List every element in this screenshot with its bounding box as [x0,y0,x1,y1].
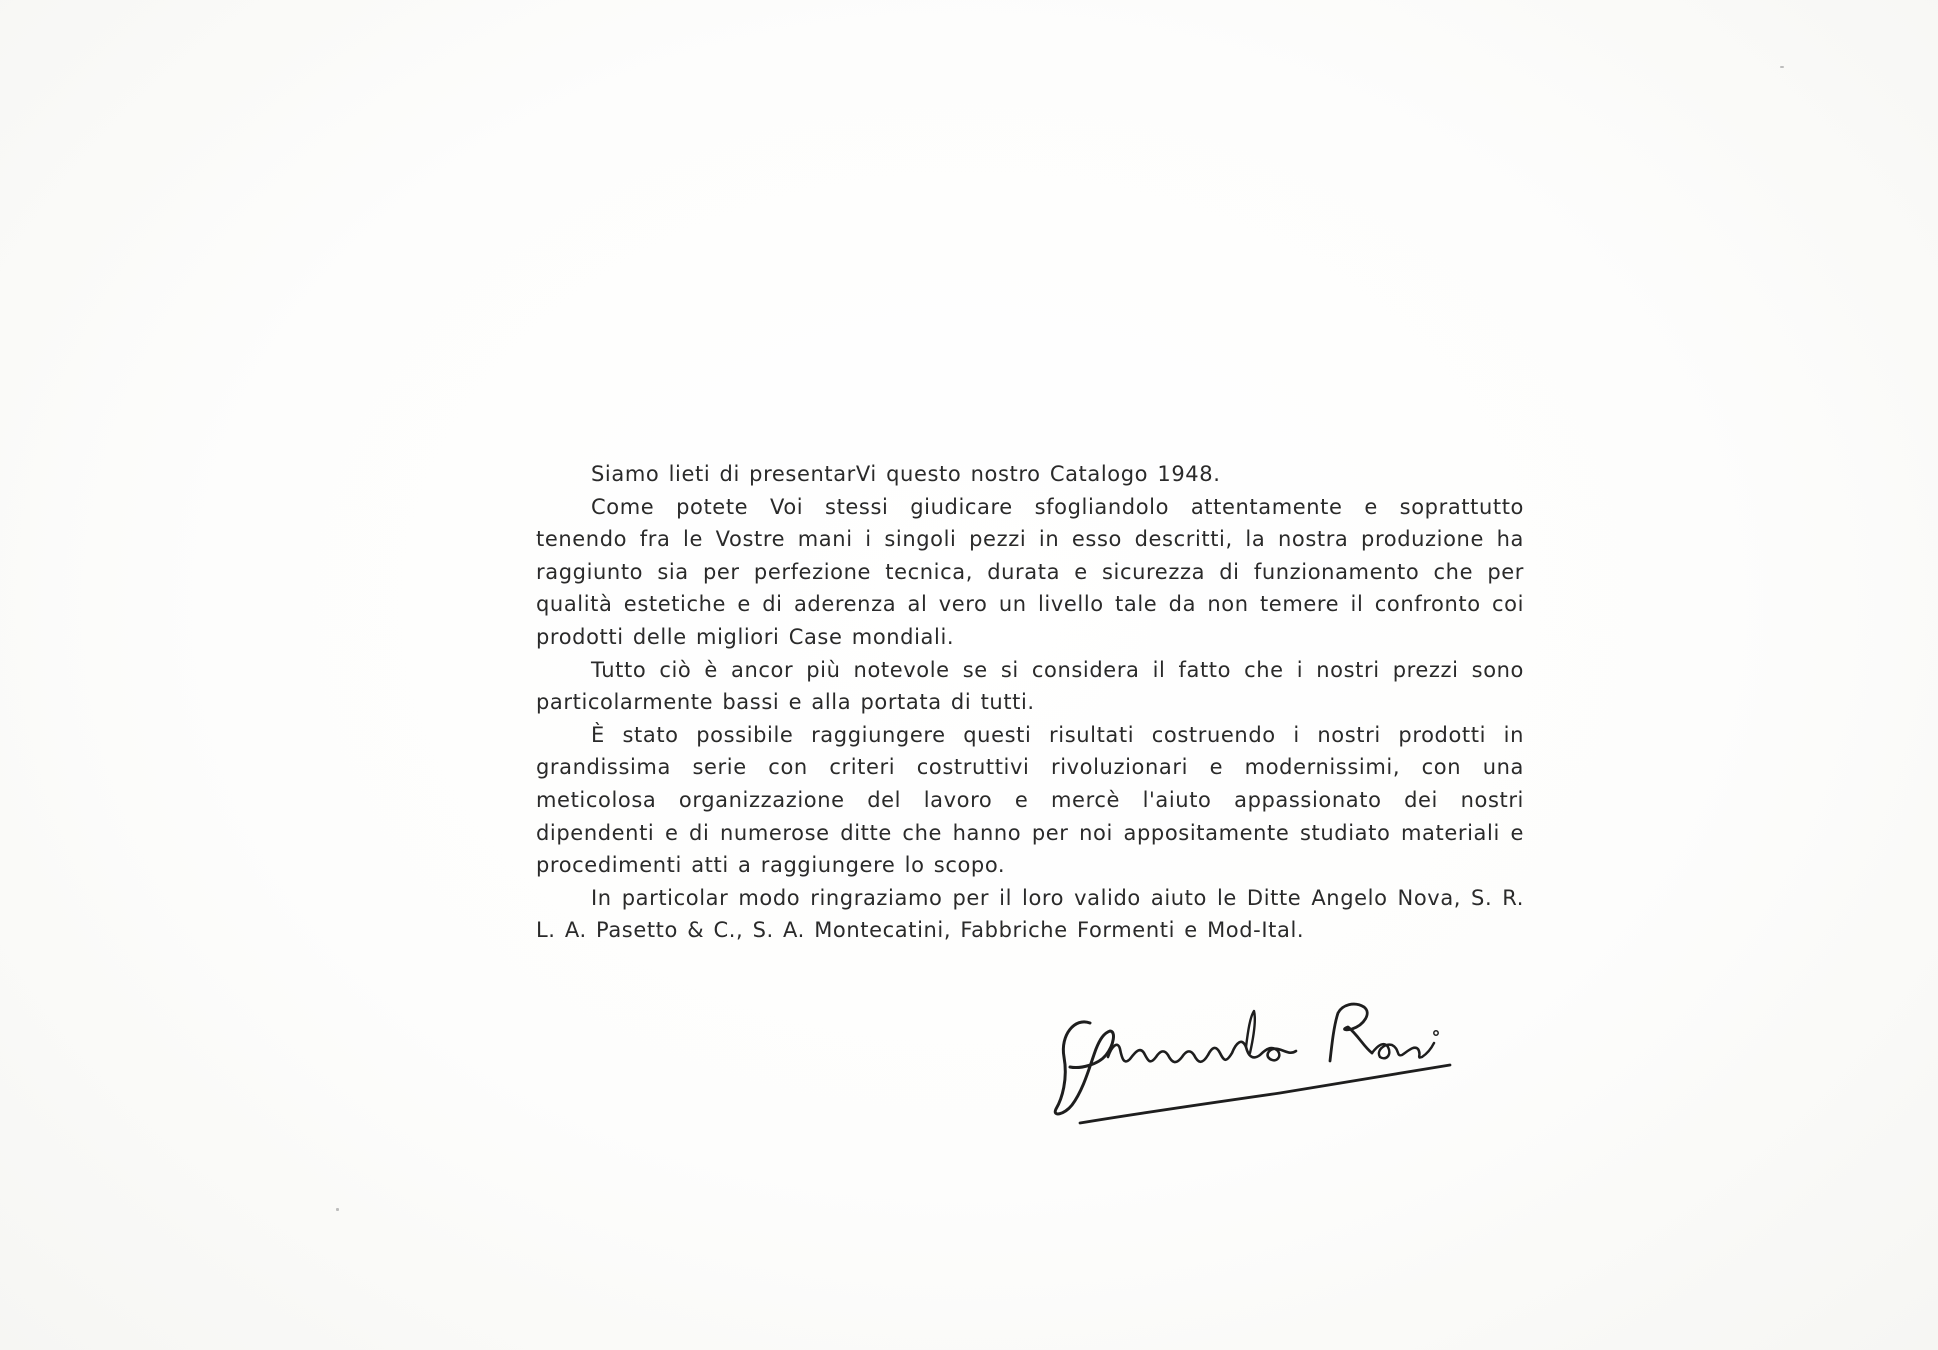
paragraph-production: È stato possibile raggiungere questi risultati costruendo i nostri prodotti in grandissima serie con criteri costruttivi rivoluzionari e modernissimi, con una meticolosa organizzazione del lavoro e mercè l'aiuto appassionato dei nostri dipendenti e di numerose ditte che hanno per noi appositamente studiato materiali e procedimenti atti a raggiungere lo scopo. [536,722,1524,878]
paper-speck [336,1208,339,1211]
handwritten-signature [1050,995,1460,1145]
paragraph-prices: Tutto ciò è ancor più notevole se si considera il fatto che i nostri prezzi sono particolarmente bassi e alla portata di tutti. [536,657,1524,715]
paper-speck [1780,66,1784,68]
paragraph-intro: Siamo lieti di presentarVi questo nostro Catalogo 1948. [591,462,1221,486]
paragraph-quality: Come potete Voi stessi giudicare sfogliandolo attentamente e soprattutto tenendo fra le Vostre mani i singoli pezzi in esso descritti, la nostra produzione ha raggiunto sia per perfezione tecnica, durata e sicurezza di funzionamento che per qualità estetiche e di aderenza al vero un livello tale da non temere il confronto coi prodotti delle migliori Case mondiali. [536,494,1524,649]
letter-body [536,458,1524,947]
paragraph-thanks: In particolar modo ringraziamo per il loro valido aiuto le Ditte Angelo Nova, S. R. L. A. Pasetto & C., S. A. Montecatini, Fabbriche Formenti e Mod-Ital. [536,885,1524,943]
